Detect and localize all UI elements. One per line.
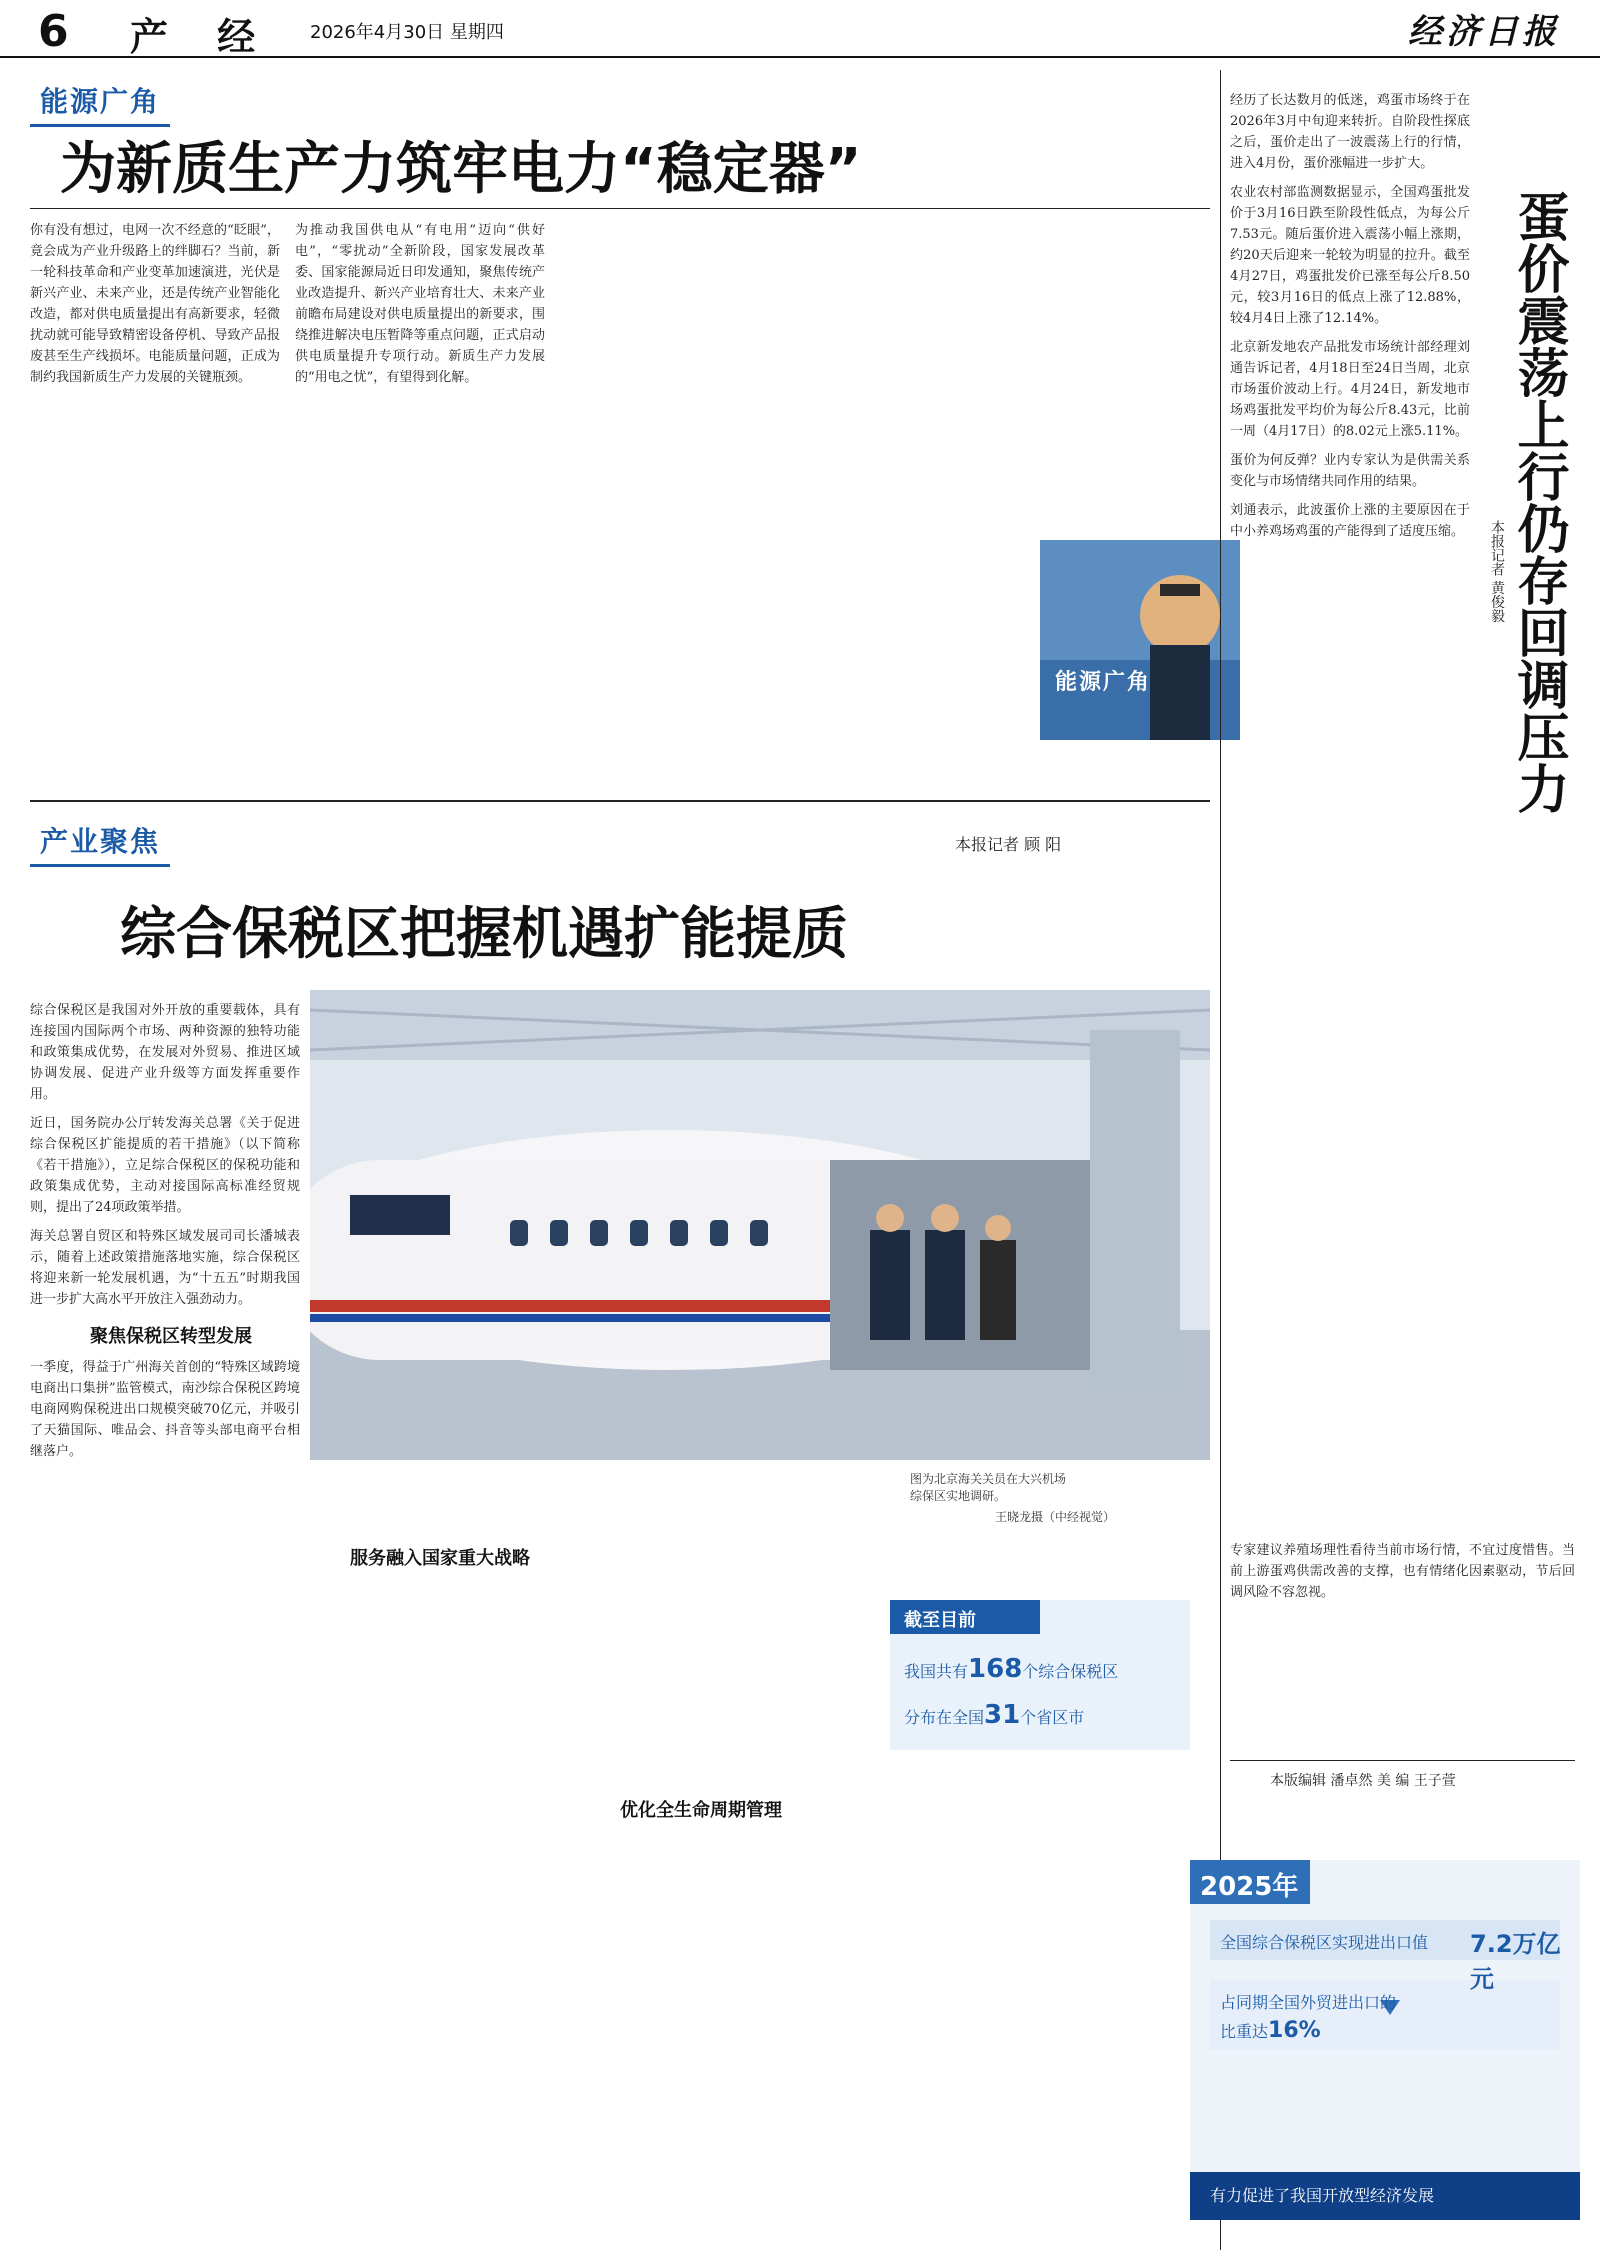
middle-story-headline: 综合保税区把握机遇扩能提质 bbox=[120, 902, 848, 967]
middle-story-column-3 bbox=[600, 1500, 860, 2240]
newspaper-brand: 经济日报 bbox=[1408, 12, 1560, 52]
masthead bbox=[0, 0, 1600, 58]
info-box-count-line-1-number: 168 bbox=[968, 1654, 1023, 1684]
main-photo-caption bbox=[910, 1470, 1200, 1525]
top-story-photo bbox=[1040, 540, 1240, 740]
middle-story-column-4 bbox=[875, 1760, 1205, 2240]
info-box-trade bbox=[1190, 1860, 1580, 2220]
info-box-count-heading: 截至目前 bbox=[904, 1610, 976, 1631]
right-story-paragraph-4: 蛋价为何反弹？业内专家认为是供需关系变化与市场情绪共同作用的结果。 bbox=[1230, 453, 1470, 489]
right-story-footer-rule bbox=[1230, 1760, 1575, 1761]
info-box-count-line-2-number: 31 bbox=[984, 1700, 1021, 1730]
middle-story-top-rule bbox=[30, 800, 1210, 802]
page-editor-credit: 本版编辑 潘卓然 美 编 王子萱 bbox=[1270, 1773, 1456, 1789]
middle-story-paragraph-3: 海关总署自贸区和特殊区域发展司司长潘城表示，随着上述政策措施落地实施，综合保税区将迎来新一轮发展机遇，为“十五五”时期我国进一步扩大高水平开放注入强劲动力。 bbox=[30, 1229, 300, 1307]
top-story-column-1 bbox=[30, 220, 280, 780]
info-box-count-line-2-suffix: 个省区市 bbox=[1020, 1708, 1085, 1727]
middle-story-subhead-3: 优化全生命周期管理 bbox=[620, 1800, 782, 1821]
section-name: 产 经 bbox=[130, 14, 274, 59]
middle-story-subhead-2: 服务融入国家重大战略 bbox=[350, 1548, 530, 1569]
middle-story-subhead-1: 聚焦保税区转型发展 bbox=[90, 1326, 252, 1347]
publication-date: 2026年4月30日 星期四 bbox=[310, 22, 504, 43]
top-story-column-4 bbox=[825, 220, 1025, 780]
main-photo-credit: 王晓龙摄（中经视觉） bbox=[994, 1510, 1115, 1524]
info-box-count-line-1 bbox=[904, 1654, 1118, 1684]
right-story-headline: 蛋价震荡上行仍存回调压力 bbox=[1508, 190, 1568, 814]
top-story-lead-paragraph: 你有没有想过，电网一次不经意的“眨眼”，竟会成为产业升级路上的绊脚石？当前，新一轮科技革命和产业变革加速演进，光伏是新兴产业、未来产业，还是传统产业智能化改造，都对供电质量提出有高新要求，轻微扰动就可能导致精密设备停机、导致产品报废甚至生产线损坏。电能质量问题，正成为制约我国新质生产力发展的关键瓶颈。 bbox=[30, 223, 280, 385]
main-photo-caption-line-2: 综保区实地调研。 bbox=[910, 1489, 1007, 1503]
right-story-text bbox=[1230, 90, 1470, 1520]
info-box-count bbox=[890, 1600, 1190, 1750]
info-box-count-line-1-suffix: 个综合保税区 bbox=[1022, 1662, 1119, 1681]
right-story-paragraph-5: 刘通表示，此波蛋价上涨的主要原因在于中小养鸡场鸡蛋的产能得到了适度压缩。 bbox=[1230, 503, 1470, 539]
info-box-trade-line-3 bbox=[1220, 2018, 1321, 2043]
middle-story-column-1 bbox=[30, 1000, 300, 2240]
right-story-paragraph-3: 北京新发地农产品批发市场统计部经理刘通告诉记者，4月18日至24日当周，北京市场蛋价波动上行。4月24日，新发地市场鸡蛋批发平均价为每公斤8.43元，比前一周（4月17日）的8.02元上涨5.11%。 bbox=[1230, 340, 1470, 439]
right-story-lead-paragraph: 经历了长达数月的低迷，鸡蛋市场终于在2026年3月中旬迎来转折。自阶段性探底之后，蛋价走出了一波震荡上行的行情，进入4月份，蛋价涨幅进一步扩大。 bbox=[1230, 93, 1470, 171]
middle-story-paragraph-2: 近日，国务院办公厅转发海关总署《关于促进综合保税区扩能提质的若干措施》（以下简称《若干措施》），立足综合保税区的保税功能和政策集成优势，主动对接国际高标准经贸规则，提出了24项政策举措。 bbox=[30, 1116, 300, 1215]
middle-story-section-label: 产业聚焦 bbox=[30, 820, 170, 867]
main-photo bbox=[310, 990, 1210, 1460]
top-story-photo-label: 能源广角 bbox=[1055, 670, 1152, 695]
top-story-headline: 为新质生产力筑牢电力“稳定器” bbox=[60, 137, 862, 202]
info-box-count-line-2-prefix: 分布在全国 bbox=[904, 1708, 985, 1727]
right-story-byline: 本报记者 黄俊毅 bbox=[1489, 520, 1505, 623]
middle-story-lead-paragraph: 综合保税区是我国对外开放的重要载体，具有连接国内国际两个市场、两种资源的独特功能和政策集成优势，在发展对外贸易、推进区域协调发展、促进产业升级等方面发挥重要作用。 bbox=[30, 1003, 300, 1102]
middle-story-column-2 bbox=[310, 1500, 580, 2240]
info-box-trade-value: 7.2万亿元 bbox=[1470, 1930, 1561, 1993]
info-box-count-line-2 bbox=[904, 1700, 1084, 1730]
info-box-trade-year: 2025年 bbox=[1200, 1872, 1299, 1902]
top-story-rule bbox=[30, 208, 1210, 209]
info-box-trade-footer: 有力促进了我国开放型经济发展 bbox=[1210, 2186, 1435, 2205]
right-story-paragraph-6: 专家建议养殖场理性看待当前市场行情，不宜过度惜售。当前上游蛋鸡供需改善的支撑，也有情绪化因素驱动，节后回调风险不容忽视。 bbox=[1230, 1543, 1575, 1600]
right-story-paragraph-2: 农业农村部监测数据显示，全国鸡蛋批发价于3月16日跌至阶段性低点，为每公斤7.53元。随后蛋价进入震荡小幅上涨期，约20天后迎来一轮较为明显的拉升。截至4月27日，鸡蛋批发价已涨至每公斤8.50元，较3月16日的低点上涨了12.88%，较4月4日上涨了12.14%。 bbox=[1230, 185, 1470, 326]
top-story-section-label: 能源广角 bbox=[30, 80, 170, 127]
main-photo-caption-line-1: 图为北京海关关员在大兴机场 bbox=[910, 1472, 1067, 1486]
page-number: 6 bbox=[38, 6, 69, 57]
info-box-trade-line-3-number: 16% bbox=[1268, 2018, 1321, 2043]
right-story-closing bbox=[1230, 1540, 1575, 1730]
info-box-trade-line-1: 全国综合保税区实现进出口值 bbox=[1220, 1933, 1429, 1952]
middle-story-paragraph-4: 一季度，得益于广州海关首创的“特殊区域跨境电商出口集拼”监管模式，南沙综合保税区跨境电商网购保税进出口规模突破70亿元，并吸引了天猫国际、唯品会、抖音等头部电商平台相继落户。 bbox=[30, 1360, 300, 1459]
info-box-count-line-1-prefix: 我国共有 bbox=[904, 1662, 969, 1681]
middle-story-byline: 本报记者 顾 阳 bbox=[955, 835, 1062, 854]
info-box-trade-line-3-prefix: 比重达 bbox=[1220, 2022, 1269, 2041]
top-story-paragraph-2: 为推动我国供电从“有电用”迈向“供好电”，“零扰动”全新阶段，国家发展改革委、国家能源局近日印发通知，聚焦传统产业改造提升、新兴产业培育壮大、未来产业前瞻布局建设对供电质量提出的新要求，围绕推进解决电压暂降等重点问题，正式启动供电质量提升专项行动。新质生产力发展的“用电之忧”，有望得到化解。 bbox=[295, 223, 545, 385]
info-box-trade-line-2: 占同期全国外贸进出口的 bbox=[1220, 1993, 1397, 2012]
top-story-column-3 bbox=[560, 220, 810, 780]
top-story-column-2 bbox=[295, 220, 545, 780]
